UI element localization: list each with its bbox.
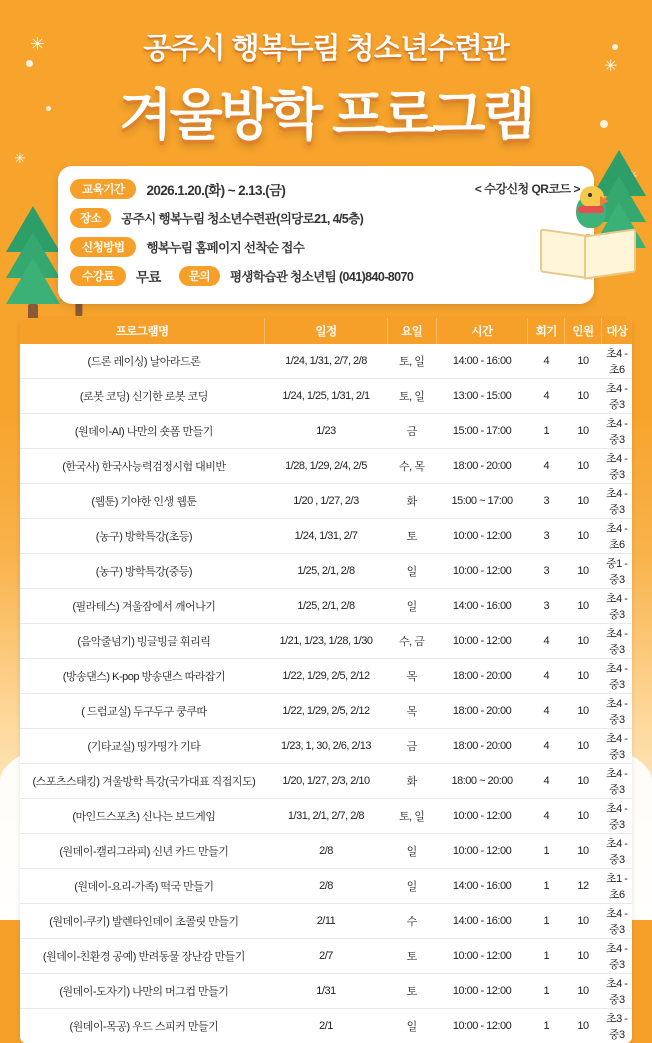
table-cell: 초4 - 중3	[601, 659, 632, 694]
table-cell: 1/28, 1/29, 2/4, 2/5	[265, 449, 387, 484]
table-cell: 초4 - 중3	[601, 974, 632, 1009]
table-cell: (농구) 방학특강(초등)	[20, 519, 265, 554]
table-cell: 10:00 - 12:00	[436, 519, 528, 554]
table-cell: 14:00 - 16:00	[436, 589, 528, 624]
table-row	[20, 624, 632, 659]
table-cell: 10	[565, 379, 602, 414]
table-header-row	[20, 318, 632, 344]
info-row-fee-contact	[70, 263, 582, 289]
table-cell: 1/20 , 1/27, 2/3	[265, 484, 387, 519]
table-row	[20, 869, 632, 904]
info-label-period: 교육기간	[70, 179, 136, 199]
table-cell: 초4 - 중3	[601, 484, 632, 519]
table-cell: 토, 일	[387, 379, 436, 414]
table-cell: 토	[387, 519, 436, 554]
table-cell: 1/25, 2/1, 2/8	[265, 589, 387, 624]
th-day: 요일	[387, 318, 436, 344]
qr-note: < 수강신청 QR코드 >	[475, 180, 580, 197]
table-cell: 초4 - 중3	[601, 939, 632, 974]
table-cell: 2/1	[265, 1009, 387, 1043]
table-cell: 1/24, 1/31, 2/7, 2/8	[265, 344, 387, 379]
table-cell: 금	[387, 414, 436, 449]
table-cell: (원데이-목공) 우드 스피커 만들기	[20, 1009, 265, 1043]
table-cell: 4	[528, 624, 565, 659]
table-cell: ( 드럼교실) 두구두구 쿵쿠따	[20, 694, 265, 729]
table-cell: 10:00 - 12:00	[436, 834, 528, 869]
table-cell: 초4 - 중3	[601, 694, 632, 729]
table-cell: 중1 - 중3	[601, 554, 632, 589]
table-cell: 초4 - 중3	[601, 379, 632, 414]
table-cell: 1	[528, 939, 565, 974]
table-cell: 10	[565, 799, 602, 834]
info-row-apply	[70, 234, 582, 260]
table-cell: 금	[387, 729, 436, 764]
table-cell: 2/7	[265, 939, 387, 974]
th-sessions: 회기	[528, 318, 565, 344]
table-row	[20, 939, 632, 974]
table-cell: 일	[387, 589, 436, 624]
table-cell: 초4 - 중3	[601, 414, 632, 449]
program-table	[20, 318, 632, 1043]
table-cell: 10:00 - 12:00	[436, 939, 528, 974]
snowflake-icon: ✳	[30, 34, 45, 55]
table-row	[20, 729, 632, 764]
table-cell: 10	[565, 624, 602, 659]
table-cell: 4	[528, 799, 565, 834]
table-cell: 1	[528, 834, 565, 869]
info-label-fee: 수강료	[70, 266, 126, 286]
th-capacity: 인원	[565, 318, 602, 344]
table-cell: 12	[565, 869, 602, 904]
table-cell: (원데이-요리-가족) 떡국 만들기	[20, 869, 265, 904]
table-cell: 10:00 - 12:00	[436, 624, 528, 659]
poster-header	[0, 0, 652, 150]
table-cell: (로봇 코딩) 신기한 로봇 코딩	[20, 379, 265, 414]
info-value-period: 2026.1.20.(화) ~ 2.13.(금)	[146, 179, 285, 199]
table-cell: 초4 - 중3	[601, 764, 632, 799]
table-cell: 1/24, 1/25, 1/31, 2/1	[265, 379, 387, 414]
table-cell: 1/22, 1/29, 2/5, 2/12	[265, 659, 387, 694]
table-cell: 15:00 - 17:00	[436, 414, 528, 449]
table-cell: 10:00 - 12:00	[436, 1009, 528, 1043]
table-cell: 초4 - 중3	[601, 834, 632, 869]
snowflake-icon: ✳	[14, 150, 26, 167]
table-cell: (한국사) 한국사능력검정시험 대비반	[20, 449, 265, 484]
table-cell: 토, 일	[387, 344, 436, 379]
table-cell: 1/31	[265, 974, 387, 1009]
table-cell: 토	[387, 939, 436, 974]
table-cell: (기타교실) 띵가띵가 기타	[20, 729, 265, 764]
table-cell: 1/31, 2/1, 2/7, 2/8	[265, 799, 387, 834]
info-value-place: 공주시 행복누림 청소년수련관(의당로21, 4/5층)	[121, 209, 363, 227]
table-cell: 10:00 - 12:00	[436, 554, 528, 589]
table-cell: (필라테스) 겨울잠에서 깨어나기	[20, 589, 265, 624]
table-row	[20, 799, 632, 834]
table-cell: 1	[528, 974, 565, 1009]
info-label-apply: 신청방법	[70, 237, 136, 257]
table-cell: 화	[387, 484, 436, 519]
table-cell: 2/8	[265, 869, 387, 904]
table-cell: 4	[528, 764, 565, 799]
tree-icon	[6, 206, 60, 326]
table-cell: 10	[565, 764, 602, 799]
table-cell: (마인드스포츠) 신나는 보드게임	[20, 799, 265, 834]
table-cell: 일	[387, 869, 436, 904]
table-cell: 1	[528, 1009, 565, 1043]
table-cell: 10	[565, 729, 602, 764]
table-cell: 1	[528, 904, 565, 939]
table-cell: (음악줄넘기) 빙글빙글 휘리릭	[20, 624, 265, 659]
table-cell: 목	[387, 659, 436, 694]
table-cell: 1	[528, 869, 565, 904]
table-cell: 초4 - 중3	[601, 589, 632, 624]
table-cell: (원데이-친환경 공예) 반려동물 장난감 만들기	[20, 939, 265, 974]
table-cell: 4	[528, 729, 565, 764]
snowflake-icon: ✳	[626, 168, 638, 185]
table-cell: 10	[565, 659, 602, 694]
th-program-name: 프로그램명	[20, 318, 265, 344]
table-cell: 18:00 - 20:00	[436, 729, 528, 764]
table-cell: 4	[528, 344, 565, 379]
th-schedule: 일정	[265, 318, 387, 344]
table-cell: 1/25, 2/1, 2/8	[265, 554, 387, 589]
table-cell: (원데이-쿠키) 발렌타인데이 초콜릿 만들기	[20, 904, 265, 939]
table-cell: 3	[528, 554, 565, 589]
table-cell: 초4 - 중3	[601, 904, 632, 939]
table-cell: 14:00 - 16:00	[436, 904, 528, 939]
table-row	[20, 519, 632, 554]
table-cell: 10	[565, 589, 602, 624]
snowflake-icon: ✳	[604, 56, 617, 76]
table-cell: 10	[565, 834, 602, 869]
table-cell: 10:00 - 12:00	[436, 974, 528, 1009]
table-cell: 18:00 ~ 20:00	[436, 764, 528, 799]
table-cell: (방송댄스) K-pop 방송댄스 따라잡기	[20, 659, 265, 694]
table-cell: 초4 - 중3	[601, 449, 632, 484]
info-box	[58, 166, 594, 304]
table-cell: (원데이-AI) 나만의 숏폼 만들기	[20, 414, 265, 449]
th-target: 대상	[601, 318, 632, 344]
table-cell: 1/21, 1/23, 1/28, 1/30	[265, 624, 387, 659]
table-cell: 1	[528, 414, 565, 449]
info-row-place	[70, 205, 582, 231]
table-cell: 18:00 - 20:00	[436, 659, 528, 694]
table-cell: 10	[565, 414, 602, 449]
table-cell: 수, 금	[387, 624, 436, 659]
table-cell: 일	[387, 554, 436, 589]
table-cell: 화	[387, 764, 436, 799]
table-cell: 3	[528, 589, 565, 624]
table-row	[20, 904, 632, 939]
info-label-place: 장소	[70, 208, 111, 228]
table-row	[20, 1009, 632, 1043]
table-row	[20, 484, 632, 519]
table-row	[20, 764, 632, 799]
table-cell: 토	[387, 974, 436, 1009]
table-cell: 초4 - 초6	[601, 344, 632, 379]
table-cell: 1/20, 1/27, 2/3, 2/10	[265, 764, 387, 799]
table-cell: 3	[528, 519, 565, 554]
table-cell: 10	[565, 519, 602, 554]
table-cell: 18:00 - 20:00	[436, 449, 528, 484]
table-cell: 10	[565, 974, 602, 1009]
info-value-fee: 무료	[136, 266, 161, 286]
table-cell: 초4 - 중3	[601, 624, 632, 659]
table-cell: 3	[528, 484, 565, 519]
table-cell: 10	[565, 1009, 602, 1043]
table-cell: (원데이-캘리그라피) 신년 카드 만들기	[20, 834, 265, 869]
table-cell: 초3 - 중3	[601, 1009, 632, 1043]
table-row	[20, 974, 632, 1009]
table-row	[20, 344, 632, 379]
table-row	[20, 659, 632, 694]
poster-subtitle: 공주시 행복누림 청소년수련관	[0, 26, 652, 67]
table-row	[20, 834, 632, 869]
table-cell: 14:00 - 16:00	[436, 344, 528, 379]
table-cell: (스포츠스태킹) 겨울방학 특강(국가대표 직접지도)	[20, 764, 265, 799]
table-cell: 15:00 ~ 17:00	[436, 484, 528, 519]
table-cell: 일	[387, 834, 436, 869]
table-cell: 10	[565, 484, 602, 519]
table-cell: (드론 레이싱) 날아라드론	[20, 344, 265, 379]
program-table-wrapper	[20, 318, 632, 1043]
table-cell: 10	[565, 449, 602, 484]
table-cell: 초4 - 초6	[601, 519, 632, 554]
table-row	[20, 589, 632, 624]
page-title: 겨울방학 프로그램	[0, 71, 652, 150]
table-cell: 2/8	[265, 834, 387, 869]
table-cell: 4	[528, 694, 565, 729]
table-row	[20, 414, 632, 449]
table-row	[20, 449, 632, 484]
table-cell: (원데이-도자기) 나만의 머그컵 만들기	[20, 974, 265, 1009]
table-cell: 초1 - 초6	[601, 869, 632, 904]
info-label-contact: 문의	[179, 266, 220, 286]
table-cell: 수, 목	[387, 449, 436, 484]
table-cell: 10	[565, 344, 602, 379]
info-value-contact: 평생학습관 청소년팀 (041)840-8070	[230, 267, 413, 285]
table-cell: 2/11	[265, 904, 387, 939]
table-cell: 10	[565, 554, 602, 589]
table-cell: 일	[387, 1009, 436, 1043]
table-cell: 초4 - 중3	[601, 729, 632, 764]
table-cell: 1/22, 1/29, 2/5, 2/12	[265, 694, 387, 729]
table-cell: (웹툰) 기야한 인생 웹툰	[20, 484, 265, 519]
table-cell: 1/24, 1/31, 2/7	[265, 519, 387, 554]
table-cell: 18:00 - 20:00	[436, 694, 528, 729]
table-cell: 10	[565, 939, 602, 974]
table-cell: 1/23, 1, 30, 2/6, 2/13	[265, 729, 387, 764]
table-cell: 토, 일	[387, 799, 436, 834]
table-cell: 13:00 - 15:00	[436, 379, 528, 414]
table-body	[20, 344, 632, 1043]
table-cell: 초4 - 중3	[601, 799, 632, 834]
table-cell: 10	[565, 904, 602, 939]
table-cell: 14:00 - 16:00	[436, 869, 528, 904]
table-cell: 10:00 - 12:00	[436, 799, 528, 834]
table-row	[20, 554, 632, 589]
table-row	[20, 379, 632, 414]
table-cell: 10	[565, 694, 602, 729]
info-value-apply: 행복누림 홈페이지 선착순 접수	[146, 238, 304, 256]
table-cell: 4	[528, 379, 565, 414]
table-cell: 1/23	[265, 414, 387, 449]
table-cell: 목	[387, 694, 436, 729]
th-time: 시간	[436, 318, 528, 344]
table-row	[20, 694, 632, 729]
bird-illustration	[570, 186, 616, 232]
table-cell: 4	[528, 659, 565, 694]
table-cell: 4	[528, 449, 565, 484]
table-cell: 수	[387, 904, 436, 939]
table-cell: (농구) 방학특강(중등)	[20, 554, 265, 589]
